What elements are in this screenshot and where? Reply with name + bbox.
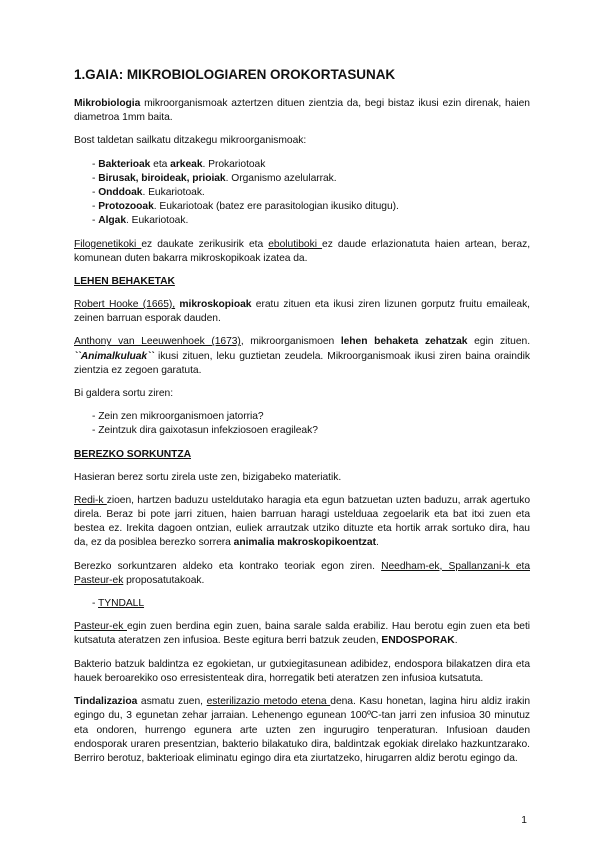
tindalizazioa-paragraph: Tindalizazioa asmatu zuen, esterilizazio metodo etena dena. Kasu honetan, lagina hiru aldiz irakin egingo du, 3 egunetan zehar jarraian. Lehenengo egunean 100ºC-tan jarri zen infusioa 30 minutuz eta ondoren, hurrengo egunera arte uzten zen ingurugiro tenperaturan. Infusioan dauden endosporak uraren presentzian, bakterio bilakatuko dira, baldintzak egokiak direlako hazkuntzarako. Berriro berotuz, bakterioak eliminatu egingo dira eta ziurtatzeko, hirugarren aldiz berotu egingo da. xyxy=(74,696,531,764)
list-item: - TYNDALL xyxy=(92,598,145,610)
page-title: 1.GAIA: MIKROBIOLOGIAREN OROKORTASUNAK xyxy=(74,67,396,82)
filogenetic-paragraph: Filogenetikoki ez daukate zerikusirik eta ebolutiboki ez daude erlazionatuta haien artean, beraz, komunean duten bakarra mikroskopikoak izatea da. xyxy=(74,238,531,264)
pasteur-paragraph: Pasteur-ek egin zuen berdina egin zuen, baina sarale salda erabiliz. Hau berotu egin zuen eta beti kutsatuta ateratzen zen infusioa. Beste egitura berri batzuk zeuden, ENDOSPORAK. xyxy=(74,621,530,647)
section-heading-lehen-behaketak: LEHEN BEHAKETAK xyxy=(74,276,175,288)
intro-term: Mikrobiologia xyxy=(74,98,141,109)
leeuwenhoek-paragraph: Anthony van Leeuwenhoek (1673), mikroorganismoen lehen behaketa zehatzak egin zituen. ``Animalkuluak`` ikusi zituen, leku guztietan zeudela. Mikroorganismoak ikusi ziren baina oraindik zientzia ez zegoen garatuta. xyxy=(74,336,531,376)
list-item: - Birusak, biroideak, prioiak. Organismo azelularrak. xyxy=(92,172,337,184)
list-item: - Protozooak. Eukariotoak (batez ere parasitologian ikusiko ditugu). xyxy=(92,201,399,213)
list-item: - Algak. Eukariotoak. xyxy=(92,215,189,227)
list-item: - Onddoak. Eukariotoak. xyxy=(92,187,205,199)
section-heading-berezko-sorkuntza: BEREZKO SORKUNTZA xyxy=(74,448,191,460)
list-item: - Zeintzuk dira gaixotasun infekziosoen eragileak? xyxy=(92,425,318,437)
tyndall-list xyxy=(74,597,530,611)
list-item: - Zein zen mikroorganismoen jatorria? xyxy=(92,411,264,423)
berezko-intro: Hasieran berez sortu zirela uste zen, bizigabeko materiatik. xyxy=(74,471,342,483)
intro-paragraph: Mikrobiologia mikroorganismoak aztertzen dituen zientzia da, begi bistaz ikusi ezin direnak, haien diametroa 1mm baita. xyxy=(74,98,530,124)
page-number: 1 xyxy=(521,815,527,826)
bakterio-paragraph: Bakterio batzuk baldintza ez egokietan, ur gutxiegitasunean adibidez, endospora bilakatzen dira eta hauek beroarekiko oso erresistenteak dira, horregatik beti ateratzen zen infusioa kutsatuta. xyxy=(74,658,530,684)
berezko-theories-paragraph: Berezko sorkuntzaren aldeko eta kontrako teoriak egon ziren. Needham-ek, Spallanzani-k eta Pasteur-ek proposatutakoak. xyxy=(74,560,530,586)
questions-intro: Bi galdera sortu ziren: xyxy=(74,388,174,400)
questions-list xyxy=(74,410,530,438)
list-item: - Bakterioak eta arkeak. Prokariotoak xyxy=(92,158,266,170)
groups-list xyxy=(74,158,530,229)
document-body xyxy=(74,66,530,775)
groups-intro: Bost taldetan sailkatu ditzakegu mikroorganismoak: xyxy=(74,135,307,147)
redi-paragraph: Redi-k zioen, hartzen baduzu usteldutako haragia eta egun batzuetan uzten baduzu, arrak agertuko direla. Beraz bi pote jarri zituen, haien barruan haragi ustelduaa zegoelarik eta bat itxi zuen eta bestea ez. Irekita dagoen ontzian, euliek arrautzak utziko dituzte eta hortik arrak sortuko dira, hau da, ez da posiblea berezko sorrera animalia makroskopikoentzat. xyxy=(74,494,531,549)
hooke-paragraph: Robert Hooke (1665), mikroskopioak eratu zituen eta ikusi ziren lizunen gorputz fruitu emaileak, zeinen barruan esporak dauden. xyxy=(74,299,530,325)
